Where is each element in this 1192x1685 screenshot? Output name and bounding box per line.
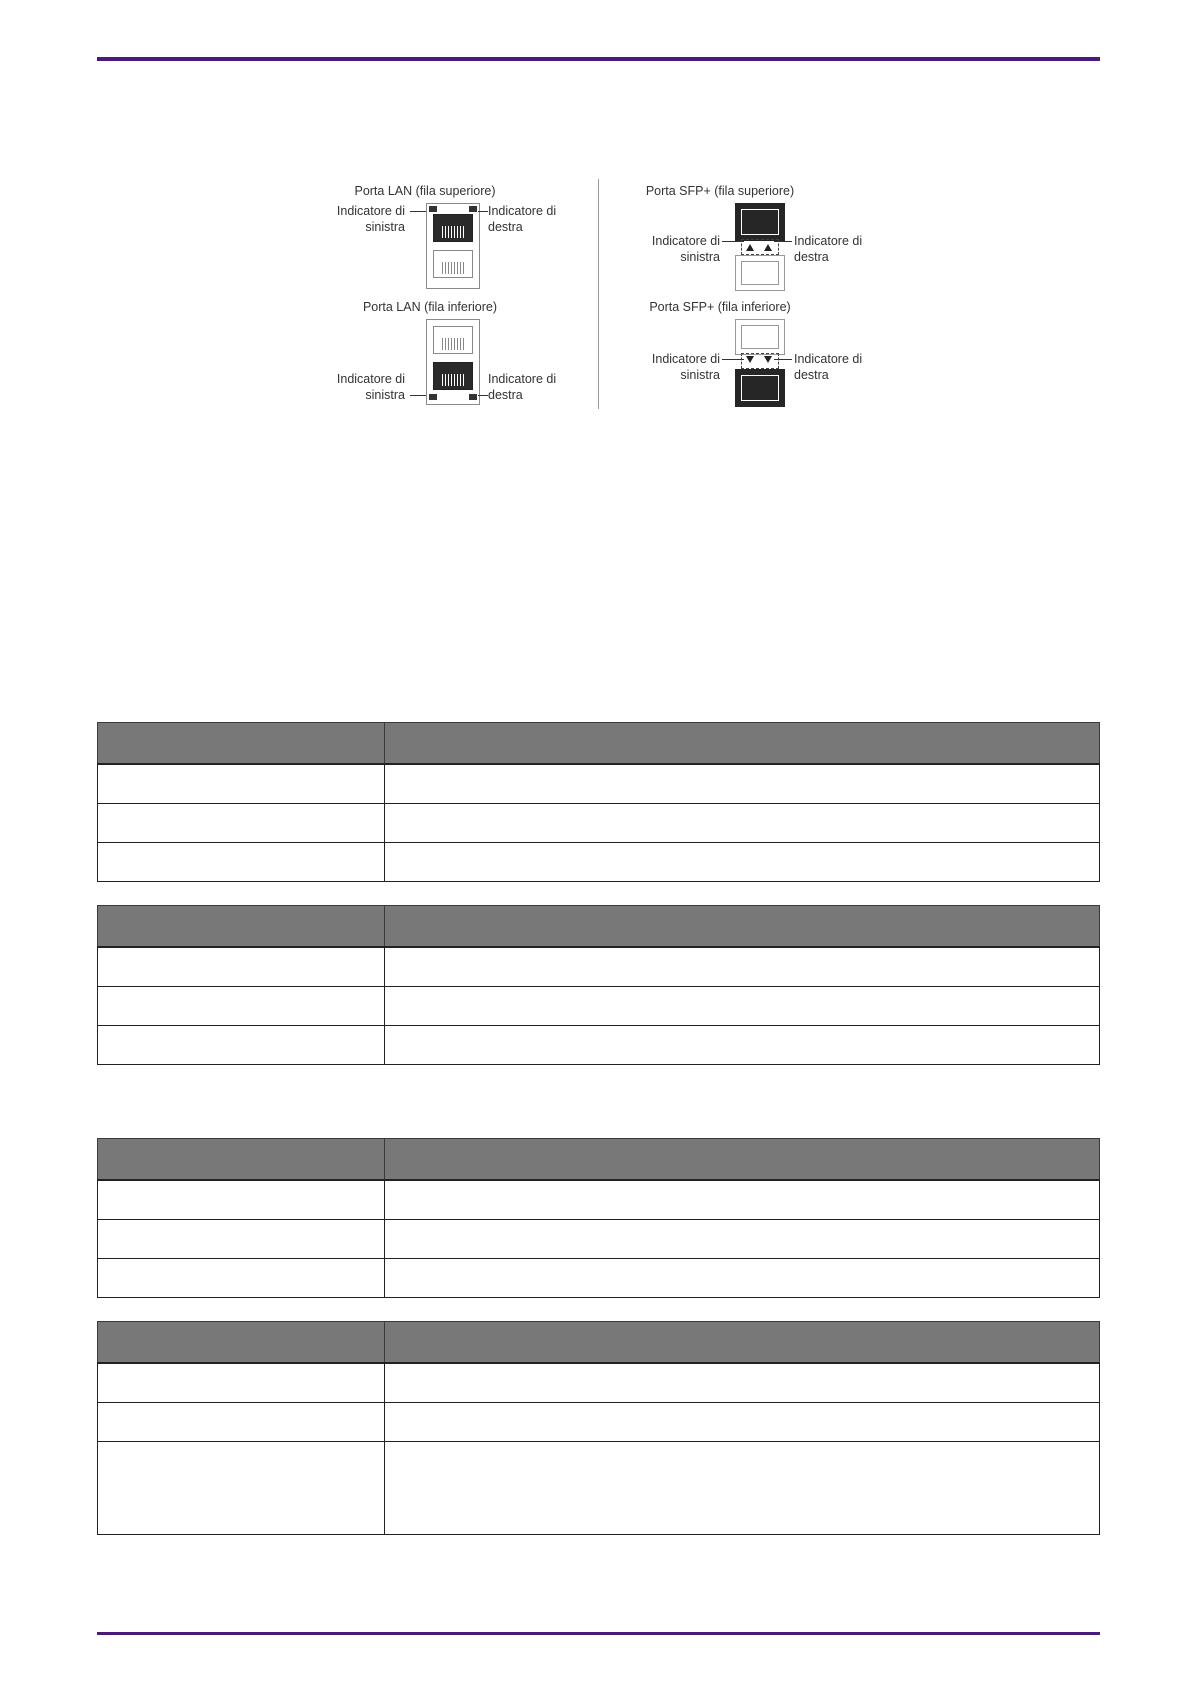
sfp-bottom-left-label: Indicatore di sinistra (651, 352, 720, 382)
header-rule (97, 57, 1100, 61)
sfp-cage-inactive (735, 255, 785, 291)
lan-top-title: Porta LAN (fila superiore) (354, 184, 496, 198)
table-header-row (98, 723, 1100, 765)
table-header-row (98, 1139, 1100, 1181)
lan-top-right-label: Indicatore di destra (488, 204, 557, 234)
lead-line (410, 211, 426, 212)
indicator-table-3 (97, 1138, 1100, 1298)
left-led (429, 394, 437, 400)
table-row (98, 1220, 1100, 1259)
lan-bottom-right-label: Indicatore di destra (488, 372, 557, 402)
port-indicator-figure (320, 175, 880, 415)
table-header-row (98, 906, 1100, 948)
table-row (98, 1180, 1100, 1220)
lead-line (774, 241, 792, 242)
left-led (429, 206, 437, 212)
lan-port-bottom (426, 319, 480, 405)
lan-jack-active (433, 362, 473, 390)
lead-line (478, 211, 488, 212)
sfp-top-right-label: Indicatore di destra (794, 234, 863, 264)
right-led-arrow (764, 244, 772, 251)
lan-jack-active (433, 214, 473, 242)
right-led-arrow (764, 356, 772, 363)
table-row (98, 1363, 1100, 1403)
sfp-cage-inactive (735, 319, 785, 355)
table-row (98, 804, 1100, 843)
sfp-top-left-label: Indicatore di sinistra (651, 234, 720, 264)
left-led-arrow (746, 356, 754, 363)
table-row (98, 1026, 1100, 1065)
lan-jack-inactive (433, 250, 473, 278)
lead-line (722, 359, 744, 360)
lead-line (722, 241, 744, 242)
sfp-cage-active (735, 369, 785, 407)
sfp-top-title: Porta SFP+ (fila superiore) (645, 184, 795, 198)
right-led (469, 394, 477, 400)
sfp-cage-active (735, 203, 785, 241)
lan-bottom-title: Porta LAN (fila inferiore) (362, 300, 498, 314)
table-row (98, 987, 1100, 1026)
left-led-arrow (746, 244, 754, 251)
indicator-table-1 (97, 722, 1100, 882)
lead-line (774, 359, 792, 360)
table-row (98, 947, 1100, 987)
right-led (469, 206, 477, 212)
indicator-table-4 (97, 1321, 1100, 1535)
table-row (98, 1403, 1100, 1442)
table-row (98, 764, 1100, 804)
footer-rule (97, 1632, 1100, 1635)
indicator-table-2 (97, 905, 1100, 1065)
lead-line (410, 395, 426, 396)
lan-port-top (426, 203, 480, 289)
lan-top-left-label: Indicatore di sinistra (336, 204, 405, 234)
sfp-bottom-title: Porta SFP+ (fila inferiore) (649, 300, 791, 314)
sfp-bottom-right-label: Indicatore di destra (794, 352, 863, 382)
lead-line (478, 395, 488, 396)
table-row (98, 1259, 1100, 1298)
table-row (98, 843, 1100, 882)
table-header-row (98, 1322, 1100, 1364)
lan-bottom-left-label: Indicatore di sinistra (336, 372, 405, 402)
table-row (98, 1442, 1100, 1535)
lan-jack-inactive (433, 326, 473, 354)
